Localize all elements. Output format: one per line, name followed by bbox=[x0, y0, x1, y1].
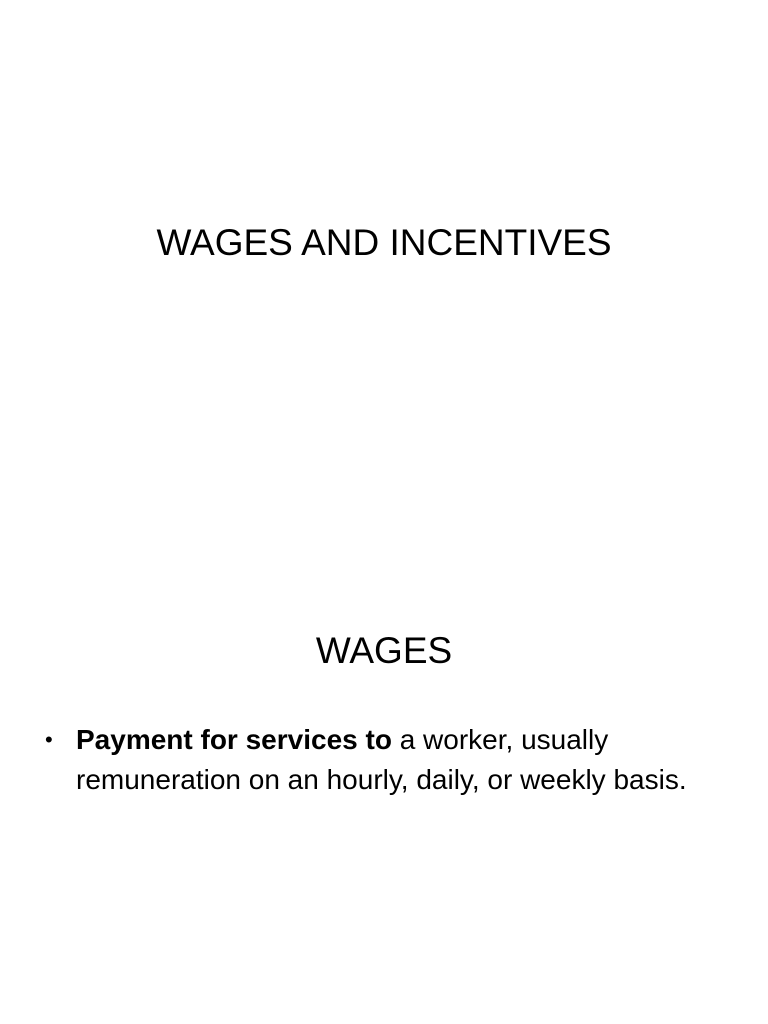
bullet-list bbox=[45, 720, 705, 800]
bullet-item bbox=[45, 720, 705, 800]
bullet-text: a worker, usually remuneration on an hourly, daily, or weekly basis. bbox=[76, 724, 687, 795]
slide-title: WAGES AND INCENTIVES bbox=[156, 222, 612, 263]
content-slide bbox=[0, 512, 768, 1024]
bullet-marker: • bbox=[45, 727, 53, 752]
bullet-bold-text: Payment for services to bbox=[76, 724, 392, 755]
slide-title: WAGES bbox=[315, 630, 453, 671]
